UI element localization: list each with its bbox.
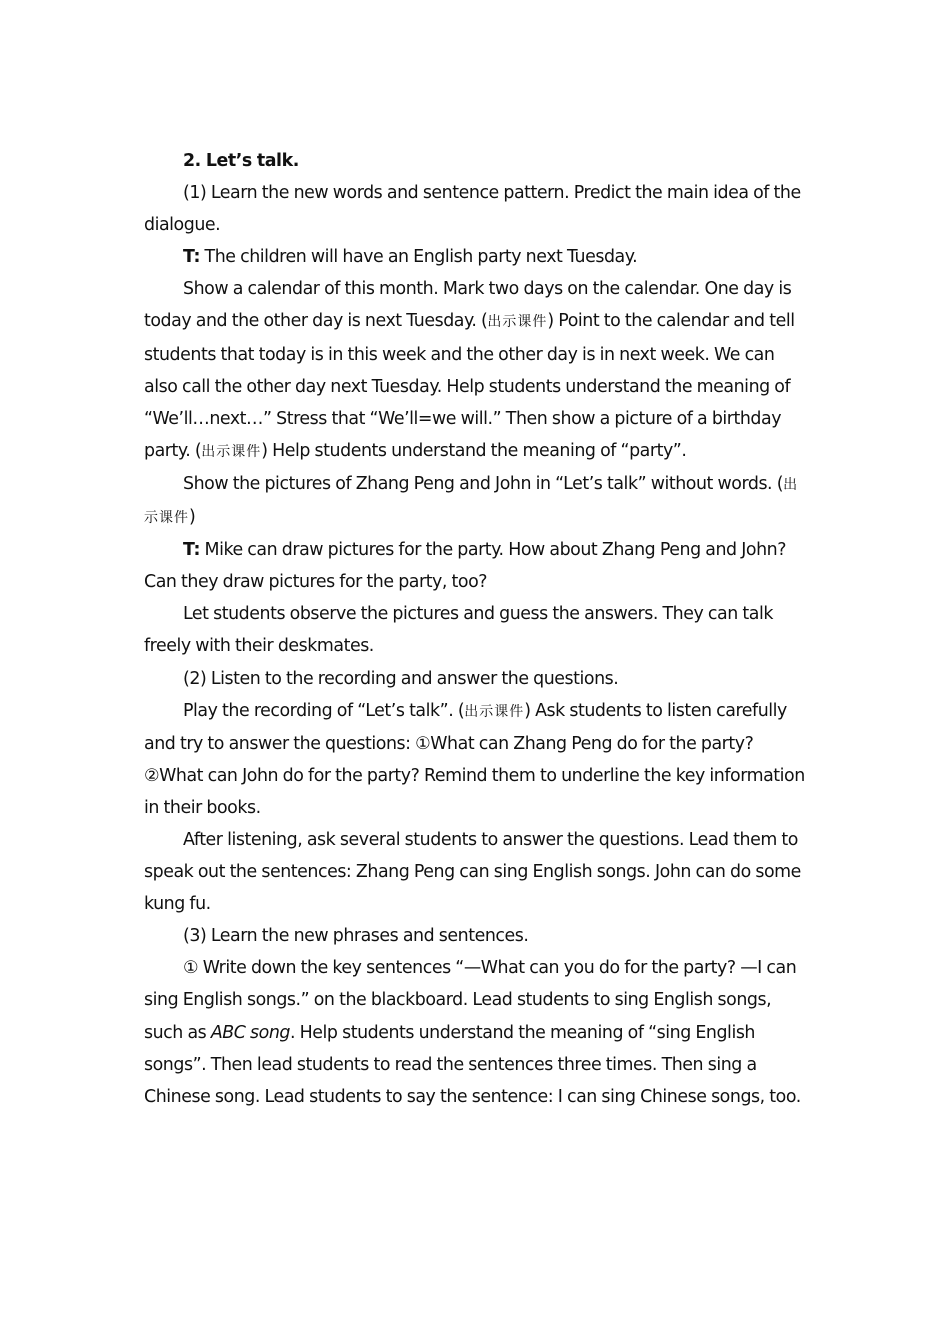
paragraph-show-pictures [144,468,808,534]
paragraph-show-calendar [144,273,808,468]
paragraph-text: ) Help students understand the meaning of “party”. [261,440,687,461]
section-heading: 2. Let’s talk. [183,151,299,171]
paragraph-text: ) [189,507,196,528]
paragraph-key-sentences [144,952,808,1112]
paragraph-play-recording [144,695,808,824]
teacher-label: T: [183,540,200,561]
paragraph-teacher-party [144,241,808,273]
courseware-note: 出示课件 [487,314,548,331]
paragraph-text: Mike can draw pictures for the party. How about Zhang Peng and John? Can they draw pictures for the party, too? [144,540,786,593]
courseware-note: 出示课件 [464,703,525,720]
paragraph-listen-recording: (2) Listen to the recording and answer the questions. [183,668,619,689]
document-page [144,145,808,1113]
teacher-label: T: [183,247,200,268]
paragraph-text: ① Write down the key sentences “—What can you do for the party? —I can sing English songs.” on the blackboard. Lead students to sing English songs, such as [144,958,797,1043]
paragraph-teacher-mike [144,534,808,598]
courseware-note: 出示课件 [144,476,799,527]
paragraph-text: Show the pictures of Zhang Peng and John in “Let’s talk” without words. ( [183,473,784,494]
paragraph-text: The children will have an English party next Tuesday. [199,247,638,268]
paragraph-text: Show a calendar of this month. Mark two days on the calendar. One day is today and the other day is next Tuesday. ( [144,279,792,332]
paragraph-learn-new-words: (1) Learn the new words and sentence pattern. Predict the main idea of the dialogue. [144,183,801,236]
paragraph-after-listening: After listening, ask several students to answer the questions. Lead them to speak out the sentences: Zhang Peng can sing English songs. John can do some kung fu. [144,829,801,915]
paragraph-text: ) Point to the calendar and tell students that today is in this week and the other day is in next week. We can also call the other day next Tuesday. Help students understand the meaning of “We’ll…next…” Stress that “We’ll=we will.” Then show a picture of a birthday party. ( [144,311,795,461]
courseware-note: 出示课件 [201,443,262,460]
paragraph-text: ) Ask students to listen carefully and try to answer the questions: ①What can Zhang Peng do for the party? ②What can John do for the party? Remind them to underline the key information in their books. [144,700,805,818]
paragraph-text: . Help students understand the meaning of “sing English songs”. Then lead students to read the sentences three times. Then sing a Chinese song. Lead students to say the sentence: I can sing Chinese songs, too. [144,1022,801,1107]
paragraph-text: Play the recording of “Let’s talk”. ( [183,700,465,721]
paragraph-observe-pictures: Let students observe the pictures and guess the answers. They can talk freely with their deskmates. [144,604,773,657]
song-title: ABC song [210,1022,291,1043]
paragraph-learn-phrases: (3) Learn the new phrases and sentences. [183,926,529,947]
